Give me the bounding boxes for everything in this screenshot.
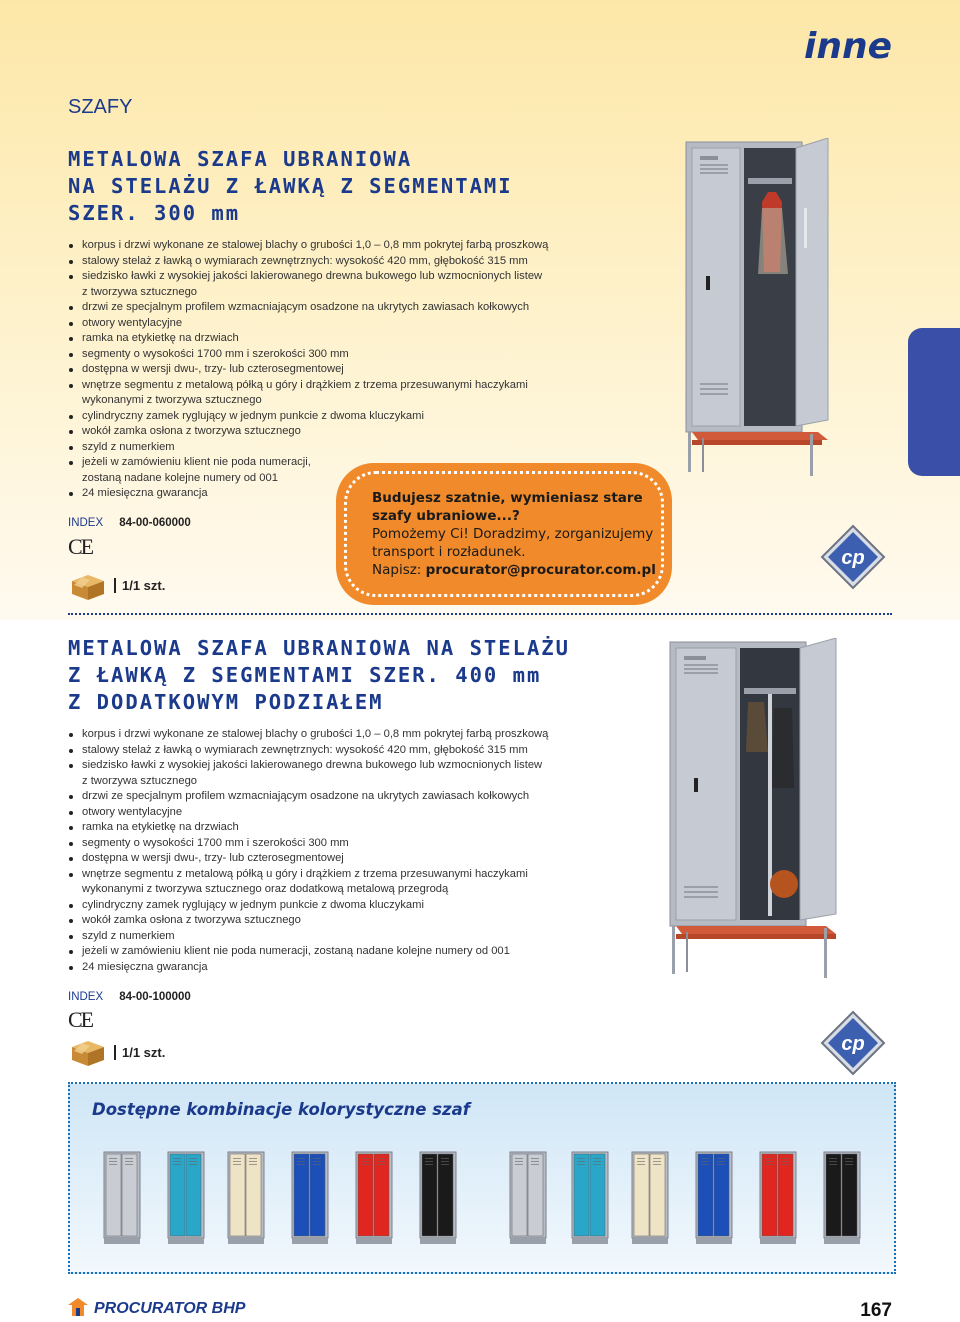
feature-item-continuation: wykonanymi z tworzywa sztucznego oraz dodatkową metalową przegrodą bbox=[82, 883, 449, 895]
product2-index bbox=[68, 991, 191, 1003]
feature-item: otwory wentylacyjne bbox=[68, 805, 548, 821]
product2-quantity: 1/1 szt. bbox=[114, 1045, 165, 1060]
product1-feature-list bbox=[68, 238, 548, 502]
feature-item: 24 miesięczna gwarancja bbox=[68, 960, 548, 976]
promo-line: transport i rozładunek. bbox=[372, 544, 526, 560]
feature-item: stalowy stelaż z ławką o wymiarach zewnętrznych: wysokość 420 mm, głębokość 315 mm bbox=[68, 743, 548, 759]
product2-feature-list bbox=[68, 727, 548, 975]
promo-line: Pomożemy Ci! Doradzimy, zorganizujemy bbox=[372, 526, 654, 542]
product1-index bbox=[68, 517, 191, 529]
color-locker-7 bbox=[510, 1152, 546, 1244]
color-locker-4 bbox=[292, 1152, 328, 1244]
product2-title-line: Z ŁAWKĄ Z SEGMENTAMI SZER. 400 mm bbox=[68, 663, 542, 687]
feature-item: dostępna w wersji dwu-, trzy- lub czterosegmentowej bbox=[68, 851, 548, 867]
color-combinations-title: Dostępne kombinacje kolorystyczne szaf bbox=[92, 1100, 470, 1119]
feature-item: segmenty o wysokości 1700 mm i szerokości 300 mm bbox=[68, 836, 548, 852]
page-number: 167 bbox=[860, 1300, 892, 1321]
color-locker-2 bbox=[168, 1152, 204, 1244]
index-label: INDEX bbox=[68, 517, 104, 529]
svg-text:cp: cp bbox=[841, 1033, 865, 1055]
feature-item: wnętrze segmentu z metalową półką u góry i drążkiem z trzema przesuwanymi haczykami bbox=[68, 867, 548, 883]
feature-item-continuation: z tworzywa sztucznego bbox=[82, 774, 198, 787]
product1-title-line: SZER. 300 mm bbox=[68, 201, 241, 225]
side-tab bbox=[908, 328, 960, 476]
section-title: SZAFY bbox=[68, 96, 133, 118]
promo-line: szafy ubraniowe...? bbox=[372, 508, 520, 524]
color-locker-10 bbox=[696, 1152, 732, 1244]
product1-title-line: NA STELAŻU Z ŁAWKĄ Z SEGMENTAMI bbox=[68, 174, 513, 198]
footer-brand bbox=[68, 1298, 245, 1318]
feature-item-continuation: zostaną nadane kolejne numery od 001 bbox=[82, 471, 278, 484]
feature-item: wokół zamka osłona z tworzywa sztucznego bbox=[68, 913, 548, 929]
product2-title bbox=[68, 635, 570, 716]
feature-item: wokół zamka osłona z tworzywa sztucznego bbox=[68, 424, 548, 440]
promo-contact-prefix: Napisz: bbox=[372, 562, 426, 578]
package-box-icon bbox=[68, 571, 108, 601]
color-locker-11 bbox=[760, 1152, 796, 1244]
package-box-icon bbox=[68, 1037, 108, 1067]
feature-item: korpus i drzwi wykonane ze stalowej blachy o grubości 1,0 – 0,8 mm pokrytej farbą proszkową bbox=[68, 727, 548, 743]
ce-mark: CE bbox=[68, 534, 93, 559]
feature-item: cylindryczny zamek ryglujący w jednym punkcie z dwoma kluczykami bbox=[68, 898, 548, 914]
locker-300-image bbox=[678, 138, 846, 476]
feature-item: segmenty o wysokości 1700 mm i szerokości 300 mm bbox=[68, 347, 548, 363]
color-locker-3 bbox=[228, 1152, 264, 1244]
product1-title bbox=[68, 146, 513, 227]
color-locker-1 bbox=[104, 1152, 140, 1244]
feature-item: korpus i drzwi wykonane ze stalowej blachy o grubości 1,0 – 0,8 mm pokrytej farbą proszkową bbox=[68, 238, 548, 254]
feature-item: szyld z numerkiem bbox=[68, 440, 548, 456]
color-locker-6 bbox=[420, 1152, 456, 1244]
feature-item: jeżeli w zamówieniu klient nie poda numeracji, bbox=[68, 455, 548, 471]
feature-item: ramka na etykietkę na drzwiach bbox=[68, 820, 548, 836]
feature-item: drzwi ze specjalnym profilem wzmacniającym osadzone na ukrytych zawiasach kołkowych bbox=[68, 789, 548, 805]
promo-text bbox=[372, 489, 656, 579]
color-locker-5 bbox=[356, 1152, 392, 1244]
color-combinations-panel bbox=[68, 1082, 896, 1274]
cp-brand-icon bbox=[820, 1010, 886, 1076]
feature-item-continuation: z tworzywa sztucznego bbox=[82, 285, 198, 298]
feature-item: siedzisko ławki z wysokiej jakości lakierowanego drewna bukowego lub wzmocnionych listew bbox=[68, 269, 548, 285]
footer-brand-text: PROCURATOR BHP bbox=[94, 1300, 246, 1317]
feature-item: wnętrze segmentu z metalową półką u góry i drążkiem z trzema przesuwanymi haczykami bbox=[68, 378, 548, 394]
feature-item: otwory wentylacyjne bbox=[68, 316, 548, 332]
index-value: 84-00-060000 bbox=[119, 517, 191, 529]
feature-item-continuation: wykonanymi z tworzywa sztucznego bbox=[82, 394, 262, 406]
color-locker-12 bbox=[824, 1152, 860, 1244]
feature-item: ramka na etykietkę na drzwiach bbox=[68, 331, 548, 347]
product1-title-line: METALOWA SZAFA UBRANIOWA bbox=[68, 147, 413, 171]
product2-title-line: Z DODATKOWYM PODZIAŁEM bbox=[68, 690, 384, 714]
promo-email-link[interactable]: procurator@procurator.com.pl bbox=[425, 562, 656, 578]
feature-item: szyld z numerkiem bbox=[68, 929, 548, 945]
index-label: INDEX bbox=[68, 991, 104, 1003]
feature-item: 24 miesięczna gwarancja bbox=[68, 486, 548, 502]
svg-text:cp: cp bbox=[841, 547, 865, 569]
feature-item: cylindryczny zamek ryglujący w jednym punkcie z dwoma kluczykami bbox=[68, 409, 548, 425]
feature-item: stalowy stelaż z ławką o wymiarach zewnętrznych: wysokość 420 mm, głębokość 315 mm bbox=[68, 254, 548, 270]
promo-line: Budujesz szatnie, wymieniasz stare bbox=[372, 490, 643, 506]
feature-item: drzwi ze specjalnym profilem wzmacniającym osadzone na ukrytych zawiasach kołkowych bbox=[68, 300, 548, 316]
color-locker-9 bbox=[632, 1152, 668, 1244]
color-locker-8 bbox=[572, 1152, 608, 1244]
index-value: 84-00-100000 bbox=[119, 991, 191, 1003]
product2-title-line: METALOWA SZAFA UBRANIOWA NA STELAŻU bbox=[68, 636, 570, 660]
promo-bubble bbox=[336, 463, 672, 605]
cp-brand-icon bbox=[820, 524, 886, 590]
procurator-logo-icon bbox=[68, 1298, 88, 1316]
feature-item: dostępna w wersji dwu-, trzy- lub czterosegmentowej bbox=[68, 362, 548, 378]
category-label: inne bbox=[803, 26, 892, 67]
product1-quantity: 1/1 szt. bbox=[114, 578, 165, 593]
section-separator bbox=[68, 613, 892, 615]
promo-contact bbox=[372, 561, 656, 579]
locker-400-image bbox=[664, 638, 850, 988]
ce-mark: CE bbox=[68, 1007, 93, 1032]
color-lockers-row bbox=[70, 1084, 894, 1272]
feature-item: jeżeli w zamówieniu klient nie poda numeracji, zostaną nadane kolejne numery od 001 bbox=[68, 944, 548, 960]
feature-item: siedzisko ławki z wysokiej jakości lakierowanego drewna bukowego lub wzmocnionych listew bbox=[68, 758, 548, 774]
